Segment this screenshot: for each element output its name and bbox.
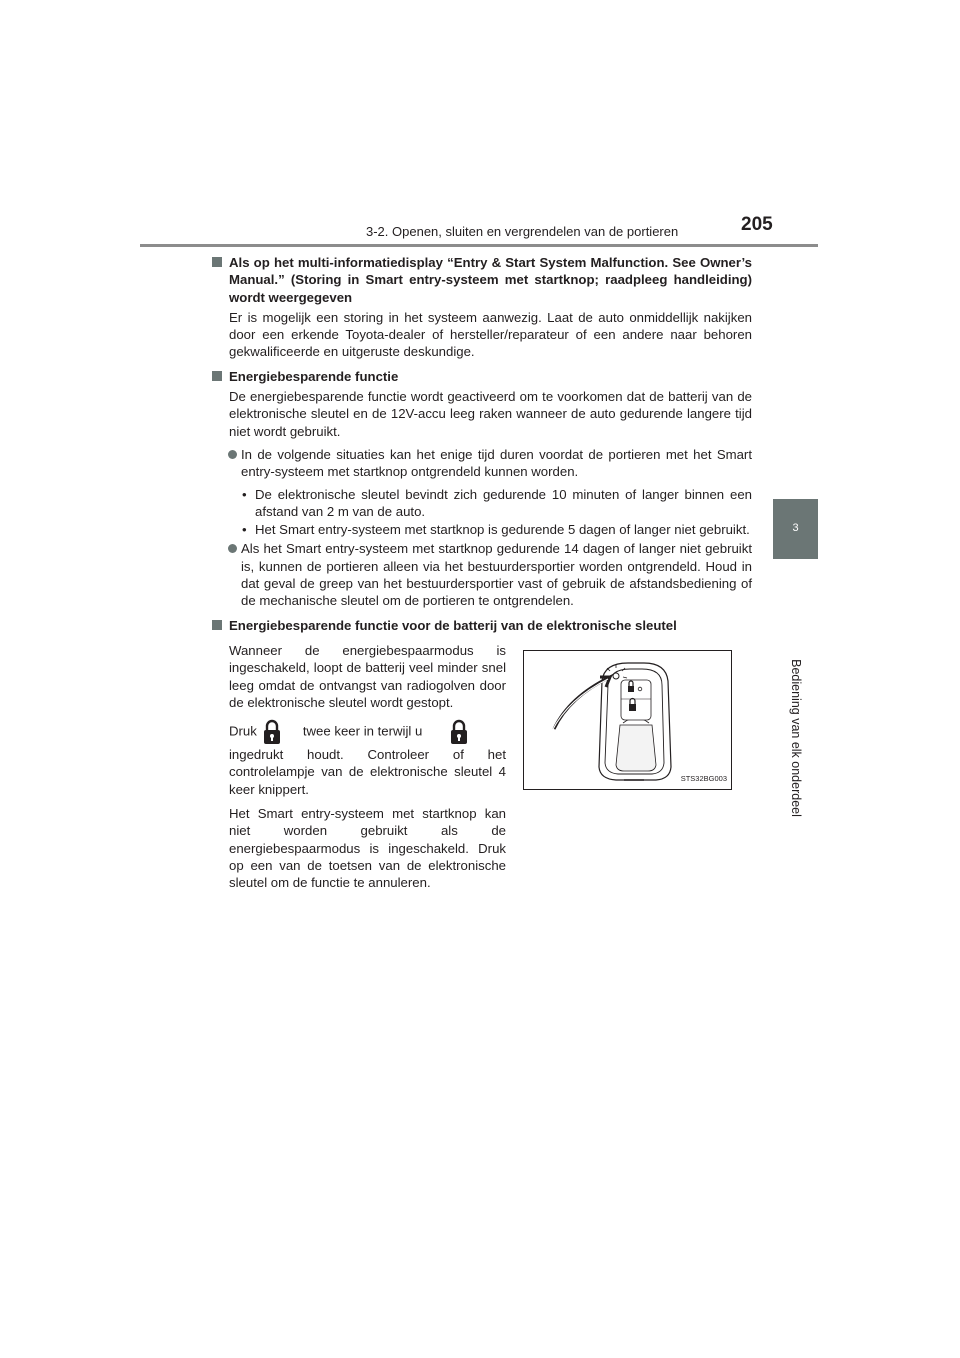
heading-energy-saving-text: Energiebesparende functie — [229, 368, 399, 384]
press-twice-label: twee keer in terwijl u — [302, 723, 423, 739]
press-instruction-text: ingedrukt houdt. Controleer of het controlelampje van de elektronische sleutel 4 keer knippert. — [229, 747, 506, 797]
chapter-tab-number: 3 — [773, 499, 818, 559]
sub-bullet-marker: • — [242, 486, 247, 502]
malfunction-body: Er is mogelijk een storing in het systeem aanwezig. Laat de auto onmiddellijk nakijken door een erkende Toyota-dealer of hersteller/reparateur of een andere naar behoren gekwalificeerde en uitgeruste deskundige. — [229, 309, 752, 360]
circle-bullet-icon — [228, 544, 237, 553]
square-bullet-icon — [212, 371, 222, 381]
sub-bullet-distance-text: De elektronische sleutel bevindt zich gedurende 10 minuten of langer binnen een afstand van 2 m van de auto. — [255, 486, 752, 519]
header-rule — [140, 244, 818, 247]
electronic-key-figure — [523, 650, 732, 790]
electronic-key-illustration — [524, 651, 731, 789]
sub-bullet-days-text: Het Smart entry-systeem met startknop is gedurende 5 dagen of langer niet gebruikt. — [255, 522, 750, 538]
heading-malfunction-text: Als op het multi-informatiedisplay “Entry & Start System Malfunction. See Owner’s Manual.” (Storing in Smart entry-systeem met startknop; raadpleeg handleiding) wordt weergegeven — [229, 255, 752, 305]
chapter-tab-label: Bediening van elk onderdeel — [789, 659, 803, 817]
unlock-icon — [448, 718, 470, 746]
figure-label: STS32BG003 — [680, 773, 727, 783]
heading-energy-saving — [212, 368, 752, 385]
key-battery-text-column — [229, 642, 506, 899]
heading-key-battery-text: Energiebesparende functie voor de batterij van de elektronische sleutel — [229, 617, 677, 633]
lock-icon — [261, 718, 283, 746]
sub-bullet-marker: • — [242, 522, 247, 538]
heading-malfunction — [212, 254, 752, 306]
bullet-delay — [212, 446, 752, 481]
press-label: Druk — [229, 723, 257, 739]
sub-bullet-days — [212, 521, 752, 538]
key-battery-para3: Het Smart entry-systeem met startknop kan niet worden gebruikt als de energiebespaarmodus is ingeschakeld. Druk op een van de toetsen van de elektronische sleutel om de functie te annuleren. — [229, 806, 506, 891]
square-bullet-icon — [212, 257, 222, 267]
key-battery-para1: Wanneer de energiebespaarmodus is ingeschakeld, loopt de batterij veel minder snel leeg omdat de ontvangst van radiogolven door de elektronische sleutel wordt gestopt. — [229, 642, 506, 710]
bullet-14-days-text: Als het Smart entry-systeem met startknop gedurende 14 dagen of langer niet gebruikt is, kunnen de portieren alleen via het bestuurdersportier worden ontgrendeld. Houd in dat geval de greep van het bestuurdersportier vast of gebruik de afstandsbediening of de mechanische sleutel om de portieren te ontgrendelen. — [241, 541, 752, 609]
circle-bullet-icon — [228, 450, 237, 459]
heading-key-battery — [212, 617, 752, 634]
bullet-14-days — [212, 540, 752, 609]
key-battery-para2 — [229, 718, 506, 798]
page-number: 205 — [741, 214, 773, 235]
energy-saving-body: De energiebesparende functie wordt geactiveerd om te voorkomen dat de batterij van de elektronische sleutel en de 12V-accu leeg raken wanneer de auto gedurende langere tijd niet wordt gebruikt. — [229, 389, 752, 439]
key-battery-section — [212, 642, 752, 902]
sub-bullet-distance — [212, 486, 752, 521]
page-content — [212, 254, 752, 902]
header-section-title: 3-2. Openen, sluiten en vergrendelen van de portieren — [366, 224, 679, 239]
square-bullet-icon — [212, 620, 222, 630]
bullet-delay-text: In de volgende situaties kan het enige tijd duren voordat de portieren met het Smart entry-systeem met startknop ontgrendeld kunnen worden. — [241, 446, 752, 480]
